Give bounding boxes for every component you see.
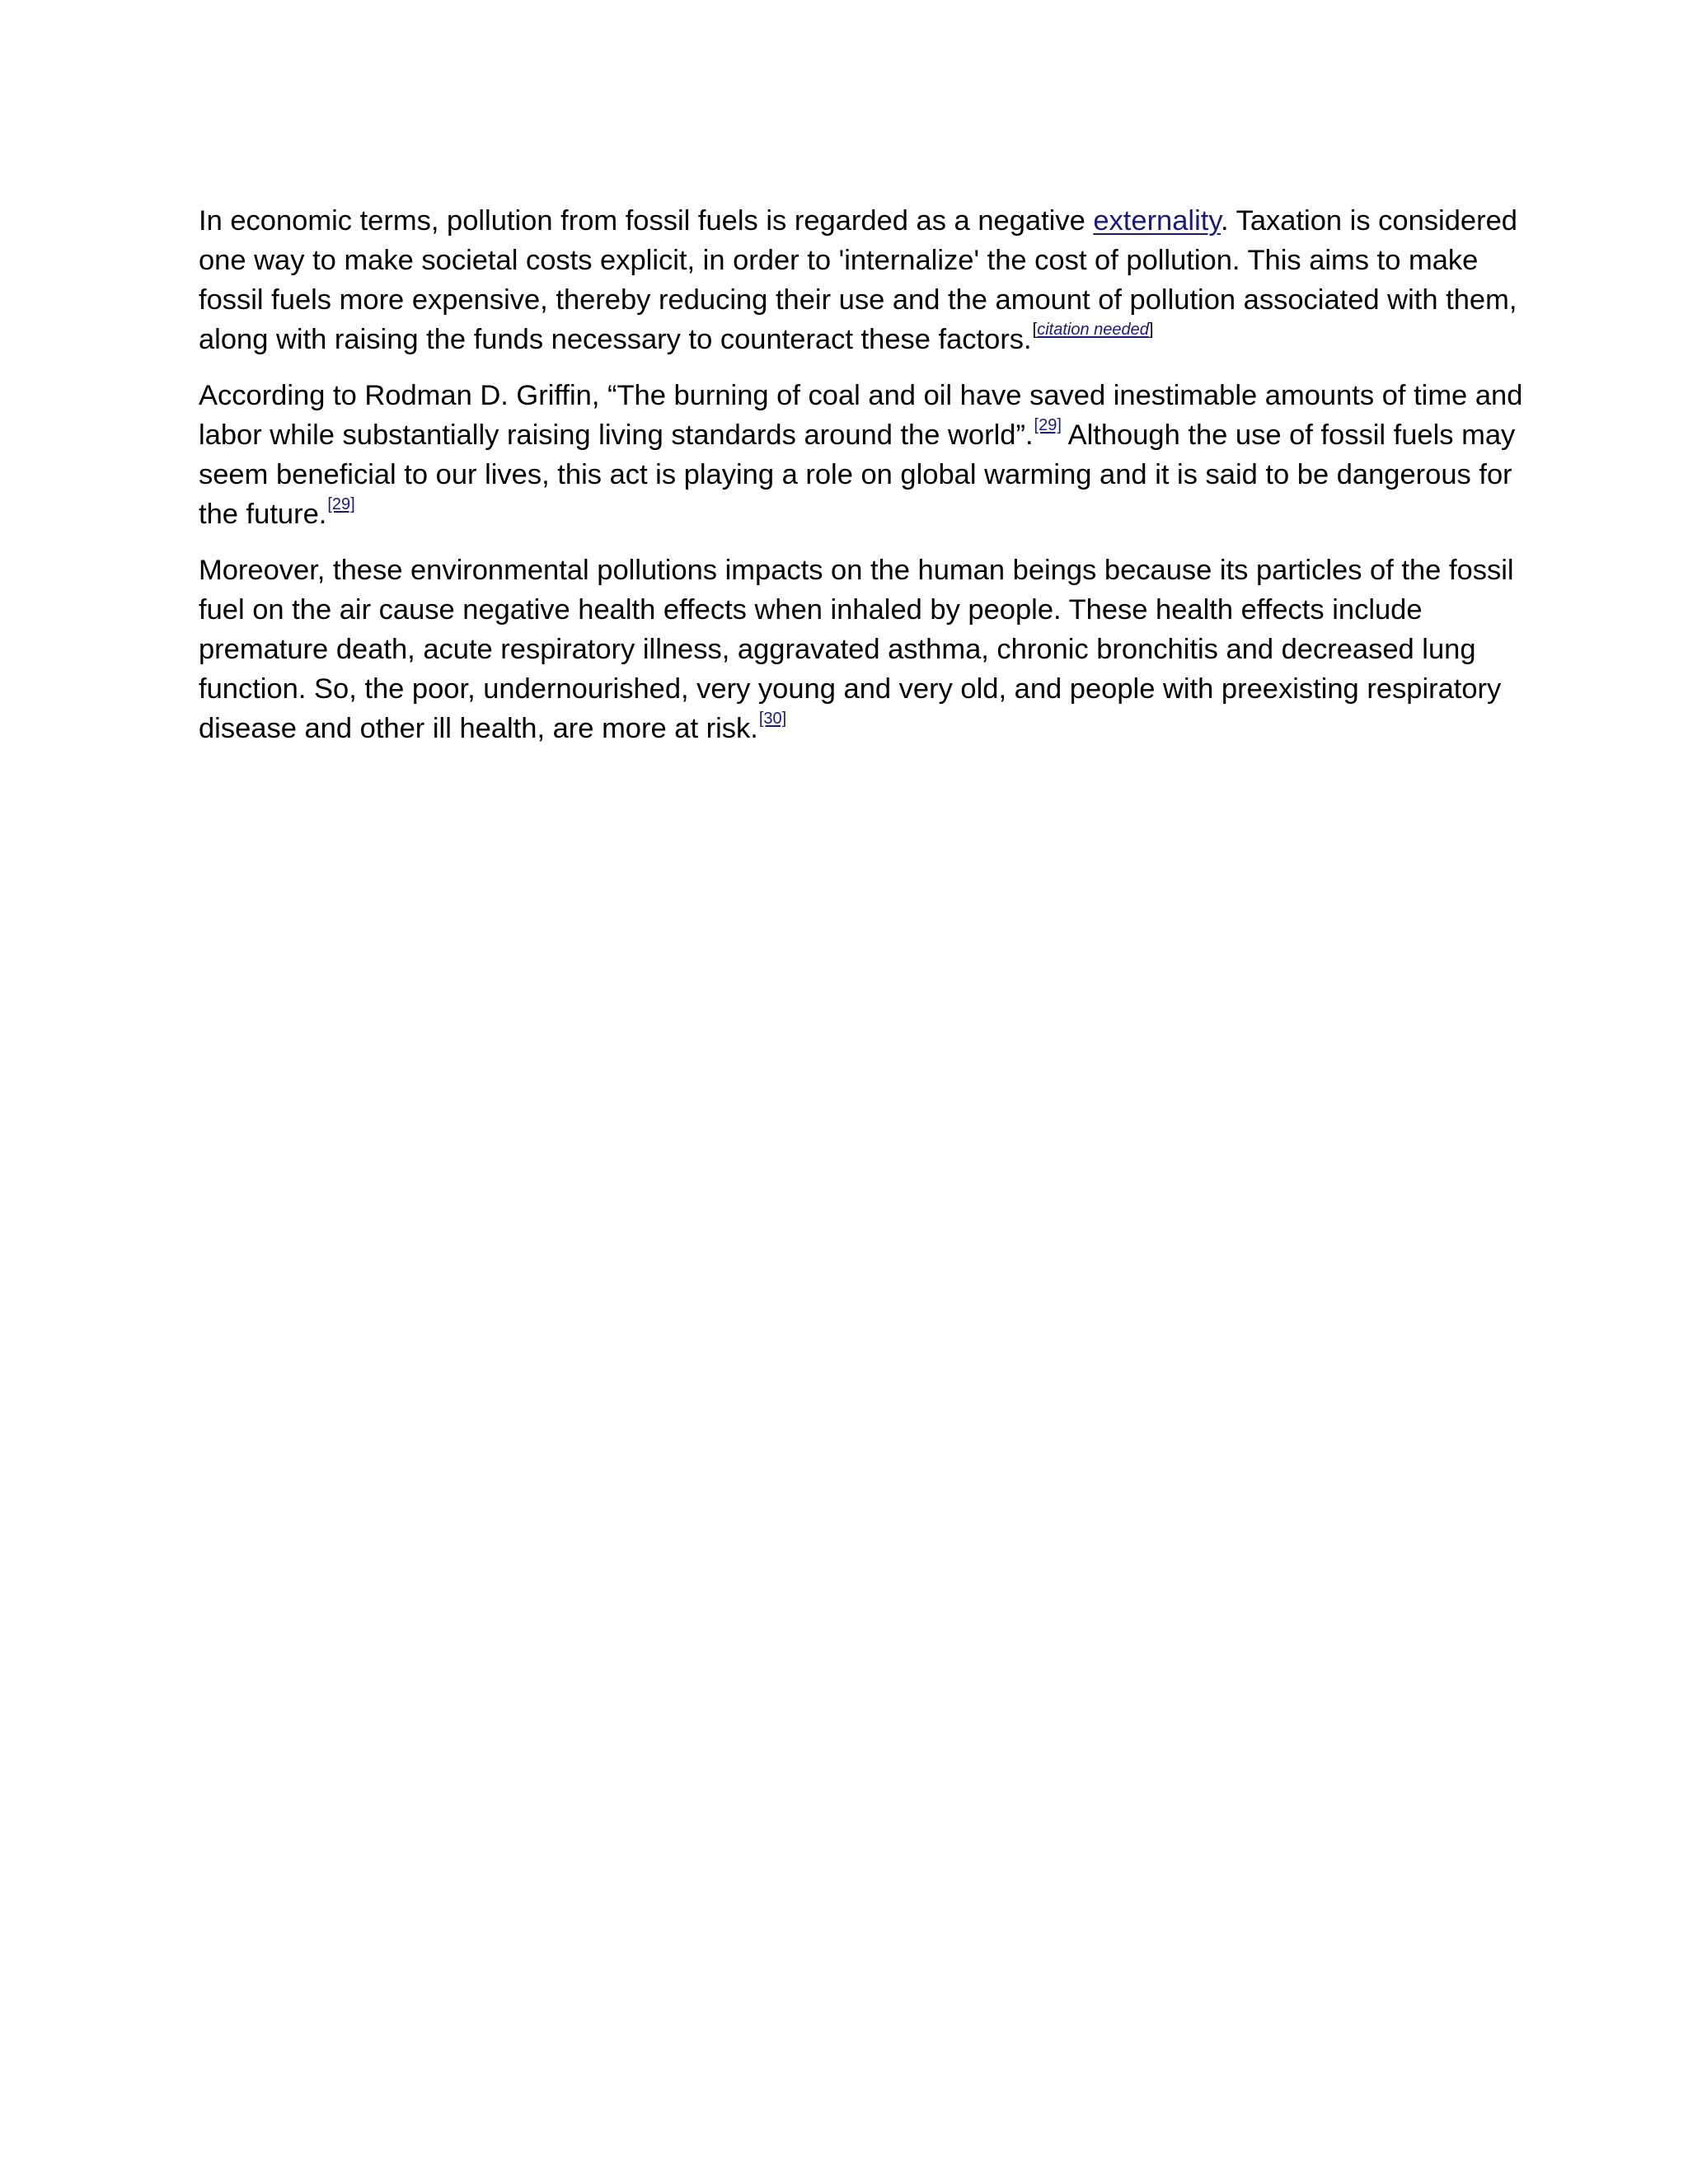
bracket-close: ] [1148, 321, 1154, 339]
text-line [199, 415, 1516, 455]
text-run: labor while substantially raising living standards around the world”. [199, 419, 1034, 451]
text-line [199, 320, 1501, 359]
text-line [199, 201, 1517, 241]
paragraph-griffin [199, 376, 1523, 534]
citation-needed-note [1033, 321, 1154, 339]
text-run: along with raising the funds necessary to counteract these factors. [199, 324, 1032, 355]
reference-30 [759, 710, 786, 728]
text-run: the future. [199, 499, 327, 530]
text-line [199, 709, 1501, 748]
text-line: According to Rodman D. Griffin, “The burning of coal and oil have saved inestimable amounts of time and [199, 380, 1523, 411]
reference-29 [1034, 416, 1062, 434]
text-line: seem beneficial to our lives, this act is playing a role on global warming and it is said to be dangerous for [199, 459, 1512, 490]
text-line: premature death, acute respiratory illness, aggravated asthma, chronic bronchitis and decreased lung [199, 634, 1476, 665]
reference-29 [327, 495, 354, 513]
text-line [199, 494, 1501, 534]
text-line: one way to make societal costs explicit, in order to 'internalize' the cost of pollution. This aims to make [199, 245, 1479, 276]
text-run: . Taxation is considered [1221, 205, 1517, 237]
reference-29-link[interactable]: [29] [327, 495, 355, 513]
text-run: In economic terms, pollution from fossil fuels is regarded as a negative [199, 205, 1094, 237]
reference-29-link[interactable]: [29] [1034, 416, 1062, 434]
text-run: disease and other ill health, are more at risk. [199, 713, 758, 744]
paragraph-health-effects [199, 551, 1514, 748]
text-line: fossil fuels more expensive, thereby reducing their use and the amount of pollution associated with them, [199, 284, 1517, 316]
externality-link[interactable]: externality [1093, 205, 1221, 237]
text-line: fuel on the air cause negative health effects when inhaled by people. These health effects include [199, 594, 1423, 626]
reference-30-link[interactable]: [30] [758, 710, 787, 728]
citation-needed-link[interactable]: citation needed [1037, 321, 1149, 339]
text-line: Moreover, these environmental pollutions impacts on the human beings because its particles of the fossil [199, 555, 1514, 586]
paragraph-externality [199, 201, 1517, 359]
document-body [199, 201, 1523, 765]
text-run: Although the use of fossil fuels may [1061, 419, 1516, 451]
bracket-open: [ [1032, 321, 1038, 339]
text-line: function. So, the poor, undernourished, very young and very old, and people with preexisting respiratory [199, 673, 1502, 705]
